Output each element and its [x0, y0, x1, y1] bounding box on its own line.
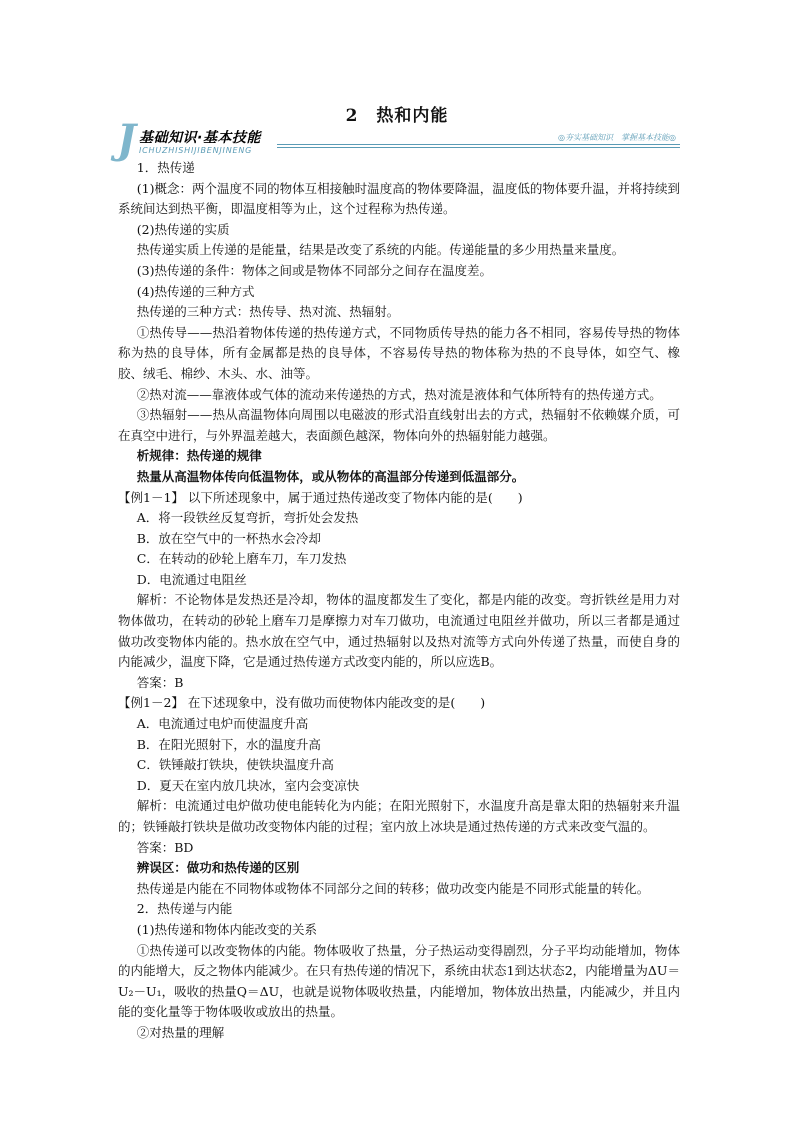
misconception-heading: 辨误区：做功和热传递的区别	[136, 860, 300, 876]
answer: 答案：BD	[136, 839, 194, 855]
paragraph: (3)热传递的条件：物体之间或是物体不同部分之间存在温度差。	[136, 262, 492, 278]
paragraph: (2)热传递的实质	[136, 221, 230, 237]
banner-title: 基础知识·基本技能	[139, 130, 261, 146]
paragraph: ①热传导——热沿着物体传递的热传递方式，不同物质传导热的能力各不相同，容易传导热的物体称为热的良导体，所有金属都是热的良导体，不容易传导热的物体称为热的不良导体，如空气、橡胶、绒毛、棉纱、木头、水、油等。	[118, 324, 680, 381]
banner-divider	[277, 147, 680, 148]
option: B．在阳光照射下，水的温度升高	[136, 736, 321, 752]
option: D．夏天在室内放几块冰，室内会变凉快	[136, 777, 360, 793]
example-question: 【例1－2】 在下述现象中，没有做功而使物体内能改变的是( )	[118, 695, 486, 711]
paragraph: 热传递的三种方式：热传导、热对流、热辐射。	[136, 304, 400, 320]
banner-pinyin: ICHUZHISHIJIBENJINENG	[139, 146, 253, 155]
paragraph: 热传递实质上传递的是能量，结果是改变了系统的内能。传递能量的多少用热量来量度。	[136, 242, 625, 258]
option: D．电流通过电阻丝	[136, 571, 247, 587]
banner-logo-letter: J	[117, 116, 136, 163]
answer: 答案：B	[136, 674, 184, 690]
document-body	[118, 158, 680, 1044]
banner-divider	[277, 144, 680, 145]
paragraph: ③热辐射——热从高温物体向周围以电磁波的形式沿直线射出去的方式，热辐射不依赖媒介质，可在真空中进行，与外界温差越大，表面颜色越深，物体向外的热辐射能力越强。	[118, 407, 680, 443]
paragraph: 热量从高温物体传向低温物体，或从物体的高温部分传递到低温部分。	[136, 468, 525, 484]
option: A．电流通过电炉而使温度升高	[136, 716, 309, 732]
solution: 解析：不论物体是发热还是冷却，物体的温度都发生了变化，都是内能的改变。弯折铁丝是用力对物体做功，在转动的砂轮上磨车刀是摩擦力对车刀做功，电流通过电阻丝并做功，所以三者都是通过做功改变物体内能的。热水放在空气中，通过热辐射以及热对流等方式向外传递了热量，而使自身的内能减少，温度下降，它是通过热传递方式改变内能的，所以应选B。	[118, 592, 680, 670]
option: C．在转动的砂轮上磨车刀，车刀发热	[136, 551, 347, 567]
paragraph: ②热对流——靠液体或气体的流动来传递热的方式，热对流是液体和气体所特有的热传递方式。	[136, 386, 662, 402]
solution: 解析：电流通过电炉做功使电能转化为内能；在阳光照射下，水温度升高是靠太阳的热辐射来升温的；铁锤敲打铁块是做功改变物体内能的过程；室内放上冰块是通过热传递的方式来改变气温的。	[118, 798, 680, 834]
paragraph: (4)热传递的三种方式	[136, 283, 255, 299]
paragraph: ①热传递可以改变物体的内能。物体吸收了热量，分子热运动变得剧烈，分子平均动能增加，物体的内能增大，反之物体内能减少。在只有热传递的情况下，系统由状态1到达状态2，内能增量为ΔU＝U₂－U₁，吸收的热量Q＝ΔU，也就是说物体吸收热量，内能增加，物体放出热量，内能减少，并且内能的变化量等于物体吸收或放出的热量。	[118, 942, 680, 1020]
paragraph: (1)概念：两个温度不同的物体互相接触时温度高的物体要降温，温度低的物体要升温，并将持续到系统间达到热平衡，即温度相等为止，这个过程称为热传递。	[118, 180, 680, 217]
option: B．放在空气中的一杯热水会冷却	[136, 530, 321, 546]
paragraph: 热传递是内能在不同物体或物体不同部分之间的转移；做功改变内能是不同形式能量的转化。	[136, 880, 650, 896]
rule-heading: 析规律：热传递的规律	[136, 448, 262, 464]
option: C．铁锤敲打铁块，使铁块温度升高	[136, 757, 334, 773]
banner-slogan: ◎夯实基础知识 掌握基本技能◎	[558, 133, 676, 142]
section-heading: 2．热传递与内能	[136, 901, 233, 917]
example-question: 【例1－1】 以下所述现象中，属于通过热传递改变了物体内能的是( )	[118, 489, 523, 505]
section-heading: 1．热传递	[136, 160, 195, 175]
paragraph: ②对热量的理解	[136, 1024, 225, 1040]
page-title: 2 热和内能	[345, 106, 449, 126]
paragraph: (1)热传递和物体内能改变的关系	[136, 921, 317, 937]
option: A．将一段铁丝反复弯折，弯折处会发热	[136, 510, 359, 526]
